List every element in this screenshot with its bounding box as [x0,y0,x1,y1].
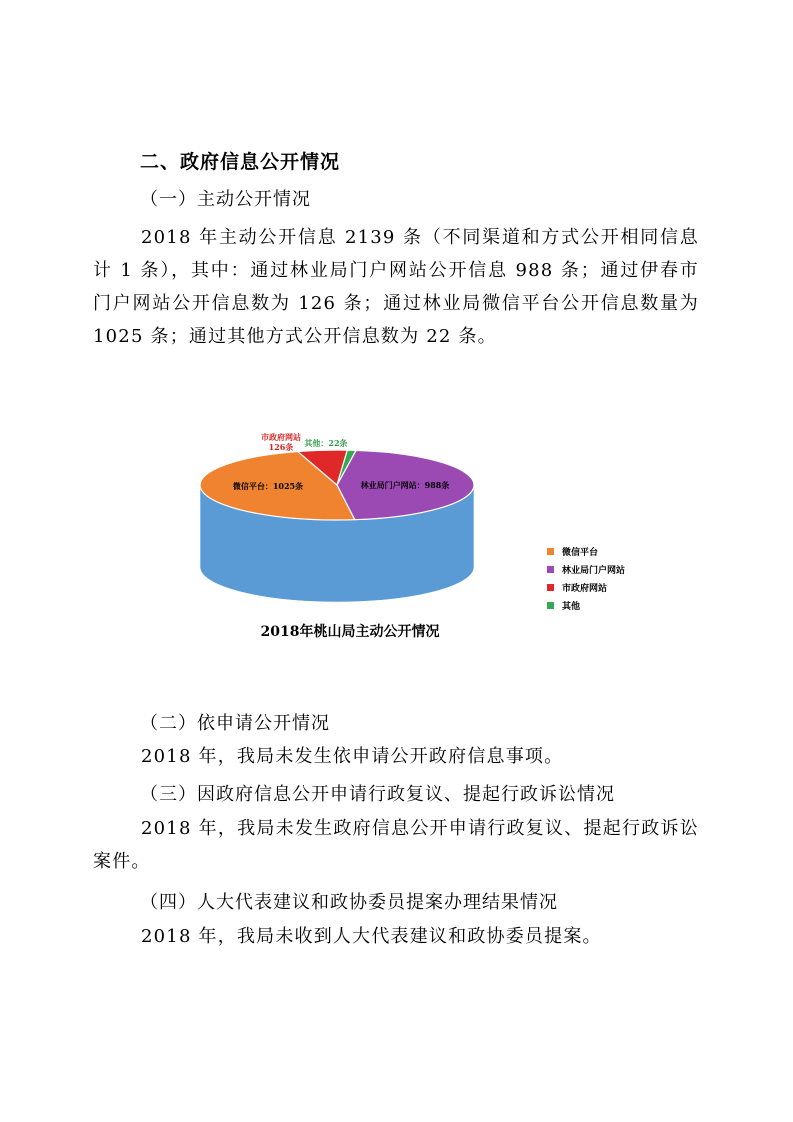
slice-label-city-line1: 市政府网站 [261,432,301,442]
paragraph-review-litigation: 2018 年，我局未发生政府信息公开申请行政复议、提起行政诉讼案件。 [93,818,699,872]
chart-title: 2018年桃山局主动公开情况 [260,624,440,640]
pie-chart-svg [190,425,490,615]
paragraph-active-disclosure: 2018 年主动公开信息 2139 条（不同渠道和方式公开相同信息计 1 条），其中：通过林业局门户网站公开信息 988 条；通过伊春市门户网站公开信息数为 126 条；通过林业局微信平台公开信息数量为 1025 条；通过其他方式公开信息数为 22 条。 [93,227,699,347]
paragraph-on-request: 2018 年，我局未发生依申请公开政府信息事项。 [141,746,564,767]
legend-label: 其他 [562,601,581,612]
subsection-heading-4: （四）人大代表建议和政协委员提案办理结果情况 [140,892,558,913]
subsection-heading-2: （二）依申请公开情况 [140,713,330,734]
legend-swatch [547,548,554,555]
legend-swatch [547,602,554,609]
legend-item [547,596,625,614]
legend-label: 市政府网站 [562,583,608,594]
legend-item [547,542,625,560]
subsection-heading-1: （一）主动公开情况 [140,189,311,210]
legend-label: 林业局门户网站 [562,565,626,576]
legend-label: 微信平台 [562,547,599,558]
legend-item [547,578,625,596]
paragraph-proposals: 2018 年，我局未收到人大代表建议和政协委员提案。 [141,926,602,947]
pie-chart [190,425,626,655]
slice-label-other: 其他：22条 [304,438,348,448]
section-title: 二、政府信息公开情况 [140,151,341,173]
slice-label-city-line2: 126条 [268,442,294,452]
legend-item [547,560,625,578]
legend-swatch [547,584,554,591]
slice-label-wechat: 微信平台：1025条 [232,481,304,491]
subsection-heading-3: （三）因政府信息公开申请行政复议、提起行政诉讼情况 [140,784,615,805]
slice-label-portal: 林业局门户网站：988条 [360,480,450,490]
legend-swatch [547,566,554,573]
chart-legend [547,542,625,614]
